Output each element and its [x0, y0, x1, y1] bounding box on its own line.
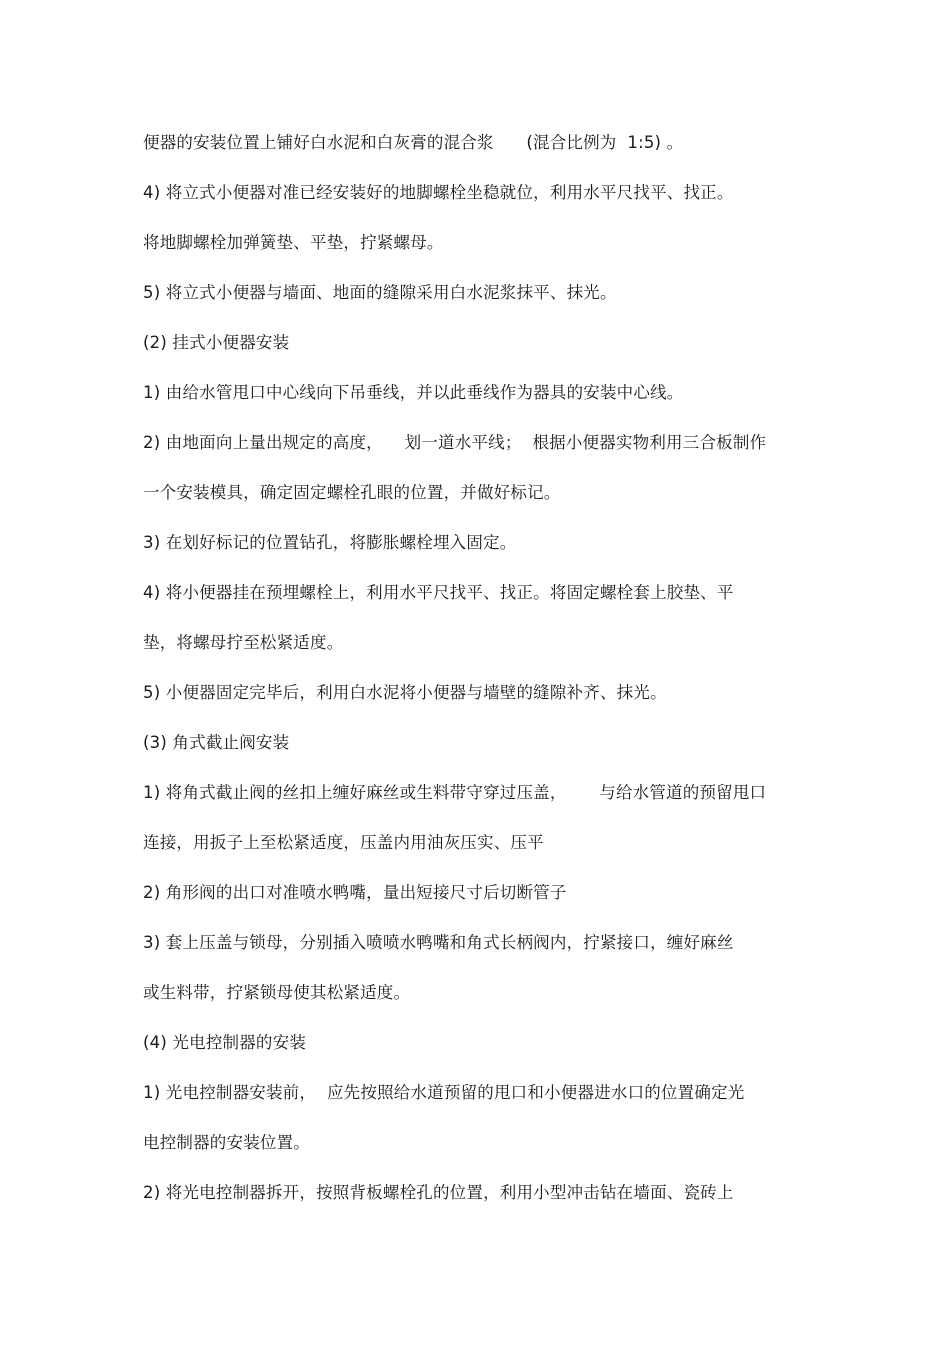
text-line: 4) 将小便器挂在预埋螺栓上，利用水平尺找平、找正。将固定螺栓套上胶垫、平 [143, 583, 734, 602]
text-line: 3) 在划好标记的位置钻孔，将膨胀螺栓埋入固定。 [143, 533, 517, 552]
text-line: 3) 套上压盖与锁母，分别插入喷喷水鸭嘴和角式长柄阀内，拧紧接口，缠好麻丝 [143, 933, 734, 952]
text-line: 将地脚螺栓加弹簧垫、平垫，拧紧螺母。 [143, 233, 444, 252]
section-heading: (4) 光电控制器的安装 [143, 1033, 307, 1052]
text-line: 1) 由给水管甩口中心线向下吊垂线，并以此垂线作为器具的安装中心线。 [143, 383, 684, 402]
text-line: 5) 小便器固定完毕后，利用白水泥将小便器与墙壁的缝隙补齐、抹光。 [143, 683, 667, 702]
text-line: 便器的安装位置上铺好白水泥和白灰膏的混合浆 (混合比例为 1:5) 。 [143, 133, 684, 152]
text-line: 一个安装模具，确定固定螺栓孔眼的位置，并做好标记。 [143, 483, 561, 502]
text-line: 2) 由地面向上量出规定的高度， 划一道水平线； 根据小便器实物利用三合板制作 [143, 433, 767, 452]
section-heading: (2) 挂式小便器安装 [143, 333, 290, 352]
text-line: 1) 光电控制器安装前， 应先按照给水道预留的甩口和小便器进水口的位置确定光 [143, 1083, 745, 1102]
text-line: 1) 将角式截止阀的丝扣上缠好麻丝或生料带守穿过压盖， 与给水管道的预留甩口 [143, 783, 767, 802]
text-line: 5) 将立式小便器与墙面、地面的缝隙采用白水泥浆抹平、抹光。 [143, 283, 617, 302]
text-line: 2) 将光电控制器拆开，按照背板螺栓孔的位置，利用小型冲击钻在墙面、瓷砖上 [143, 1183, 734, 1202]
text-line: 连接，用扳子上至松紧适度，压盖内用油灰压实、压平 [143, 833, 544, 852]
text-line: 或生料带，拧紧锁母使其松紧适度。 [143, 983, 411, 1002]
section-heading: (3) 角式截止阀安装 [143, 733, 290, 752]
text-line: 电控制器的安装位置。 [143, 1133, 310, 1152]
text-line: 4) 将立式小便器对准已经安装好的地脚螺栓坐稳就位，利用水平尺找平、找正。 [143, 183, 734, 202]
text-line: 垫，将螺母拧至松紧适度。 [143, 633, 344, 652]
text-line: 2) 角形阀的出口对准喷水鸭嘴，量出短接尺寸后切断管子 [143, 883, 567, 902]
